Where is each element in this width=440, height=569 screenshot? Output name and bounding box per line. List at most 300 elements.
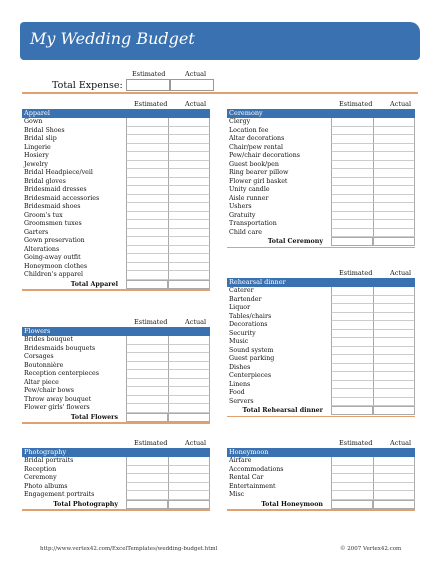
row-label: Unity candle [229,186,270,193]
estimated-cell[interactable] [331,186,373,195]
total-estimated-cell[interactable] [126,280,168,289]
estimated-cell[interactable] [126,254,168,263]
actual-cell[interactable] [168,370,210,379]
estimated-cell[interactable] [331,347,373,356]
total-estimated-cell[interactable] [126,79,170,91]
column-headers [227,439,415,448]
actual-cell[interactable] [168,152,210,161]
budget-row [227,355,415,364]
actual-header: Actual [185,100,207,108]
row-label: Gratuity [229,211,256,219]
estimated-cell[interactable] [331,127,373,136]
total-actual-cell[interactable] [373,237,415,246]
estimated-cell[interactable] [126,118,168,127]
row-label: Going-away outfit [24,254,81,261]
actual-cell[interactable] [168,491,210,500]
budget-row [22,336,210,345]
budget-row [22,178,210,187]
row-label: Garters [24,228,49,236]
section-total-label: Total Honeymoon [261,500,323,508]
budget-row [22,203,210,212]
estimated-cell[interactable] [331,178,373,187]
actual-cell[interactable] [373,313,415,322]
budget-row [227,287,415,296]
section-total-row [227,406,415,415]
row-label: Photo albums [24,482,68,490]
estimated-cell[interactable] [126,135,168,144]
column-headers [227,269,415,278]
estimated-cell[interactable] [331,195,373,204]
actual-cell[interactable] [168,466,210,475]
section-total-label: Total Ceremony [267,238,323,245]
row-label: Brides bouquet [24,336,73,343]
actual-cell[interactable] [168,220,210,229]
actual-cell[interactable] [168,404,210,413]
row-label: Food [229,389,245,396]
budget-row [227,144,415,153]
column-headers [22,439,210,448]
total-actual-cell[interactable] [168,280,210,289]
estimated-cell[interactable] [126,229,168,238]
actual-cell[interactable] [373,229,415,238]
actual-cell[interactable] [373,466,415,475]
section-title: Ceremony [227,109,415,118]
section-title: Apparel [22,109,210,118]
actual-cell[interactable] [373,161,415,170]
row-label: Alterations [24,245,60,253]
budget-row [227,491,415,500]
estimated-cell[interactable] [331,135,373,144]
row-label: Groom's tux [24,211,63,219]
budget-row [22,212,210,221]
budget-row [22,396,210,405]
estimated-cell[interactable] [331,466,373,475]
section-title: Flowers [22,327,210,336]
section-total-label: Total Flowers [70,413,118,421]
actual-cell[interactable] [373,287,415,296]
section-title: Rehearsal dinner [227,278,415,287]
budget-row [22,404,210,413]
row-label: Decorations [229,321,268,328]
actual-cell[interactable] [168,161,210,170]
actual-cell[interactable] [373,347,415,356]
estimated-cell[interactable] [126,195,168,204]
actual-header: Actual [185,70,207,78]
actual-header: Actual [390,269,412,277]
actual-cell[interactable] [373,195,415,204]
estimated-cell[interactable] [331,118,373,127]
section-honeymoon [227,439,415,511]
row-label: Misc [229,491,245,498]
actual-cell[interactable] [373,457,415,466]
actual-cell[interactable] [168,362,210,371]
row-label: Ceremony [24,474,57,481]
row-label: Pew/chair decorations [229,152,301,159]
actual-cell[interactable] [373,178,415,187]
actual-cell[interactable] [373,321,415,330]
estimated-cell[interactable] [331,457,373,466]
row-label: Hosiery [24,152,49,159]
estimated-cell[interactable] [331,483,373,492]
budget-row [227,321,415,330]
budget-row [227,161,415,170]
actual-cell[interactable] [168,474,210,483]
estimated-header: Estimated [134,318,168,326]
section-title: Honeymoon [227,448,415,457]
actual-cell[interactable] [373,127,415,136]
row-label: Boutonnière [24,361,64,369]
budget-row [227,203,415,212]
budget-row [22,152,210,161]
actual-cell[interactable] [373,169,415,178]
budget-row [22,263,210,272]
estimated-cell[interactable] [126,404,168,413]
row-label: Liquor [229,304,251,311]
estimated-cell[interactable] [126,161,168,170]
estimated-cell[interactable] [126,396,168,405]
actual-cell[interactable] [373,474,415,483]
estimated-cell[interactable] [331,381,373,390]
total-estimated-cell[interactable] [331,237,373,246]
budget-row [227,474,415,483]
actual-cell[interactable] [373,483,415,492]
estimated-cell[interactable] [126,220,168,229]
estimated-cell[interactable] [126,186,168,195]
section-total-label: Total Photography [53,500,118,508]
row-label: Bridal slip [24,135,57,142]
estimated-cell[interactable] [126,237,168,246]
row-label: Lingerie [24,143,51,151]
estimated-header: Estimated [339,100,373,108]
budget-row [22,229,210,238]
actual-cell[interactable] [168,237,210,246]
row-label: Caterer [229,287,254,294]
estimated-cell[interactable] [126,263,168,272]
estimated-cell[interactable] [331,330,373,339]
estimated-cell[interactable] [331,491,373,500]
actual-cell[interactable] [168,127,210,136]
estimated-cell[interactable] [126,212,168,221]
budget-row [227,178,415,187]
budget-row [22,237,210,246]
budget-row [22,370,210,379]
budget-row [22,474,210,483]
total-actual-cell[interactable] [170,79,214,91]
total-estimated-cell[interactable] [331,500,373,509]
row-label: Bridesmaid accessories [24,194,100,202]
row-label: Guest parking [229,355,275,362]
row-label: Bridal Headpiece/veil [24,169,93,176]
row-label: Children's apparel [24,271,84,278]
section-apparel [22,100,210,291]
budget-row [227,483,415,492]
actual-cell[interactable] [168,246,210,255]
budget-row [227,118,415,127]
actual-cell[interactable] [168,135,210,144]
actual-cell[interactable] [168,263,210,272]
actual-cell[interactable] [168,457,210,466]
section-title: Photography [22,448,210,457]
row-label: Rental Car [229,474,264,481]
row-label: Gown [24,118,43,125]
budget-row [22,271,210,280]
budget-row [227,296,415,305]
actual-cell[interactable] [373,135,415,144]
actual-cell[interactable] [373,372,415,381]
budget-row [22,387,210,396]
actual-cell[interactable] [168,271,210,280]
estimated-cell[interactable] [331,220,373,229]
row-label: Child care [229,228,262,236]
budget-row [227,330,415,339]
actual-cell[interactable] [168,254,210,263]
estimated-cell[interactable] [331,144,373,153]
section-total-label: Total Rehearsal dinner [242,407,323,414]
estimated-cell[interactable] [126,178,168,187]
column-headers [22,318,210,327]
actual-cell[interactable] [168,186,210,195]
estimated-cell[interactable] [126,336,168,345]
actual-cell[interactable] [373,212,415,221]
estimated-header: Estimated [339,269,373,277]
actual-cell[interactable] [168,144,210,153]
estimated-cell[interactable] [331,313,373,322]
total-expense-block [20,66,420,96]
actual-cell[interactable] [168,195,210,204]
estimated-cell[interactable] [126,271,168,280]
row-label: Groomsmen tuxes [24,220,82,227]
row-label: Entertainment [229,482,276,490]
estimated-cell[interactable] [331,338,373,347]
actual-cell[interactable] [168,387,210,396]
budget-row [22,254,210,263]
row-label: Engagement portraits [24,491,95,498]
estimated-cell[interactable] [331,161,373,170]
actual-cell[interactable] [373,144,415,153]
budget-row [22,144,210,153]
actual-cell[interactable] [373,364,415,373]
section-rehearsal-dinner [227,269,415,417]
budget-row [227,389,415,398]
total-actual-cell[interactable] [373,500,415,509]
budget-row [227,457,415,466]
actual-cell[interactable] [168,169,210,178]
actual-cell[interactable] [168,379,210,388]
estimated-cell[interactable] [331,321,373,330]
estimated-cell[interactable] [126,491,168,500]
estimated-cell[interactable] [126,370,168,379]
budget-row [227,135,415,144]
budget-row [227,212,415,221]
section-divider [22,509,210,511]
estimated-cell[interactable] [126,246,168,255]
estimated-cell[interactable] [331,355,373,364]
estimated-cell[interactable] [331,152,373,161]
section-total-row [227,237,415,246]
total-estimated-cell[interactable] [331,406,373,415]
actual-cell[interactable] [373,304,415,313]
row-label: Bridal gloves [24,177,66,185]
section-divider [227,509,415,511]
row-label: Flower girl basket [229,177,288,185]
estimated-cell[interactable] [126,362,168,371]
row-label: Altar decorations [229,135,285,142]
row-label: Pew/chair bows [24,387,74,394]
row-label: Jewelry [24,160,48,168]
footer-url[interactable]: http://www.vertex42.com/ExcelTemplates/wedding-budget.html [40,546,218,552]
row-label: Centerpieces [229,372,272,379]
row-label: Altar piece [24,378,59,386]
row-label: Bridal portraits [24,457,74,464]
budget-row [227,381,415,390]
estimated-cell[interactable] [126,203,168,212]
actual-cell[interactable] [373,338,415,347]
budget-row [227,304,415,313]
estimated-header: Estimated [339,439,373,447]
actual-cell[interactable] [373,398,415,407]
budget-row [22,220,210,229]
estimated-cell[interactable] [331,364,373,373]
budget-row [22,362,210,371]
actual-cell[interactable] [373,381,415,390]
estimated-cell[interactable] [126,379,168,388]
budget-row [227,186,415,195]
section-divider [227,247,415,249]
budget-row [22,118,210,127]
actual-header: Actual [390,439,412,447]
budget-row [22,483,210,492]
section-total-row [22,280,210,289]
estimated-cell[interactable] [126,474,168,483]
budget-row [227,195,415,204]
total-actual-cell[interactable] [373,406,415,415]
section-total-label: Total Apparel [70,280,118,288]
budget-row [22,457,210,466]
total-estimated-cell[interactable] [126,500,168,509]
actual-cell[interactable] [168,336,210,345]
total-actual-cell[interactable] [168,500,210,509]
actual-cell[interactable] [373,296,415,305]
actual-cell[interactable] [168,396,210,405]
row-label: Transportation [229,220,277,227]
row-label: Servers [229,397,254,405]
row-label: Guest book/pen [229,160,279,168]
budget-row [227,313,415,322]
budget-row [22,186,210,195]
estimated-cell[interactable] [331,398,373,407]
actual-cell[interactable] [373,203,415,212]
estimated-cell[interactable] [331,229,373,238]
estimated-cell[interactable] [331,169,373,178]
budget-row [22,135,210,144]
row-label: Clergy [229,118,251,125]
actual-cell[interactable] [168,212,210,221]
total-actual-cell[interactable] [168,413,210,422]
estimated-header: Estimated [132,70,166,78]
estimated-cell[interactable] [331,287,373,296]
row-label: Reception centerpieces [24,370,99,377]
actual-cell[interactable] [373,330,415,339]
estimated-cell[interactable] [331,372,373,381]
estimated-cell[interactable] [126,457,168,466]
estimated-cell[interactable] [331,212,373,221]
actual-cell[interactable] [168,229,210,238]
actual-cell[interactable] [168,118,210,127]
section-ceremony [227,100,415,248]
estimated-cell[interactable] [331,474,373,483]
actual-cell[interactable] [373,118,415,127]
estimated-cell[interactable] [331,296,373,305]
actual-header: Actual [185,318,207,326]
actual-cell[interactable] [373,186,415,195]
budget-row [22,127,210,136]
estimated-cell[interactable] [126,345,168,354]
estimated-cell[interactable] [331,389,373,398]
estimated-cell[interactable] [126,169,168,178]
row-label: Ushers [229,203,252,210]
row-label: Accommodations [229,465,284,473]
estimated-cell[interactable] [126,127,168,136]
actual-cell[interactable] [168,345,210,354]
estimated-cell[interactable] [126,466,168,475]
actual-cell[interactable] [168,353,210,362]
actual-cell[interactable] [373,220,415,229]
budget-row [227,152,415,161]
footer-copyright: © 2007 Vertex42.com [340,546,402,552]
estimated-cell[interactable] [126,353,168,362]
total-expense-label: Total Expense: [52,80,123,91]
title-banner [20,22,420,60]
actual-header: Actual [185,439,207,447]
estimated-cell[interactable] [331,203,373,212]
budget-row [227,169,415,178]
row-label: Flower girls' flowers [24,404,90,411]
row-label: Throw away bouquet [24,395,92,403]
budget-row [22,246,210,255]
row-label: Aisle runner [229,194,269,202]
section-flowers [22,318,210,424]
budget-row [22,491,210,500]
actual-cell[interactable] [168,483,210,492]
actual-cell[interactable] [373,355,415,364]
section-divider [22,422,210,424]
budget-row [227,338,415,347]
budget-row [22,353,210,362]
actual-cell[interactable] [373,491,415,500]
estimated-cell[interactable] [331,304,373,313]
estimated-header: Estimated [134,100,168,108]
estimated-cell[interactable] [126,144,168,153]
section-total-row [22,413,210,422]
actual-cell[interactable] [168,203,210,212]
section-divider [227,416,415,418]
budget-row [22,345,210,354]
estimated-cell[interactable] [126,483,168,492]
row-label: Linens [229,380,251,388]
row-label: Gown preservation [24,237,85,244]
total-estimated-cell[interactable] [126,413,168,422]
actual-cell[interactable] [373,152,415,161]
estimated-cell[interactable] [126,387,168,396]
actual-cell[interactable] [373,389,415,398]
actual-header: Actual [390,100,412,108]
row-label: Airfare [229,457,252,464]
row-label: Honeymoon clothes [24,262,88,270]
budget-row [227,364,415,373]
actual-cell[interactable] [168,178,210,187]
column-headers [227,100,415,109]
estimated-cell[interactable] [126,152,168,161]
